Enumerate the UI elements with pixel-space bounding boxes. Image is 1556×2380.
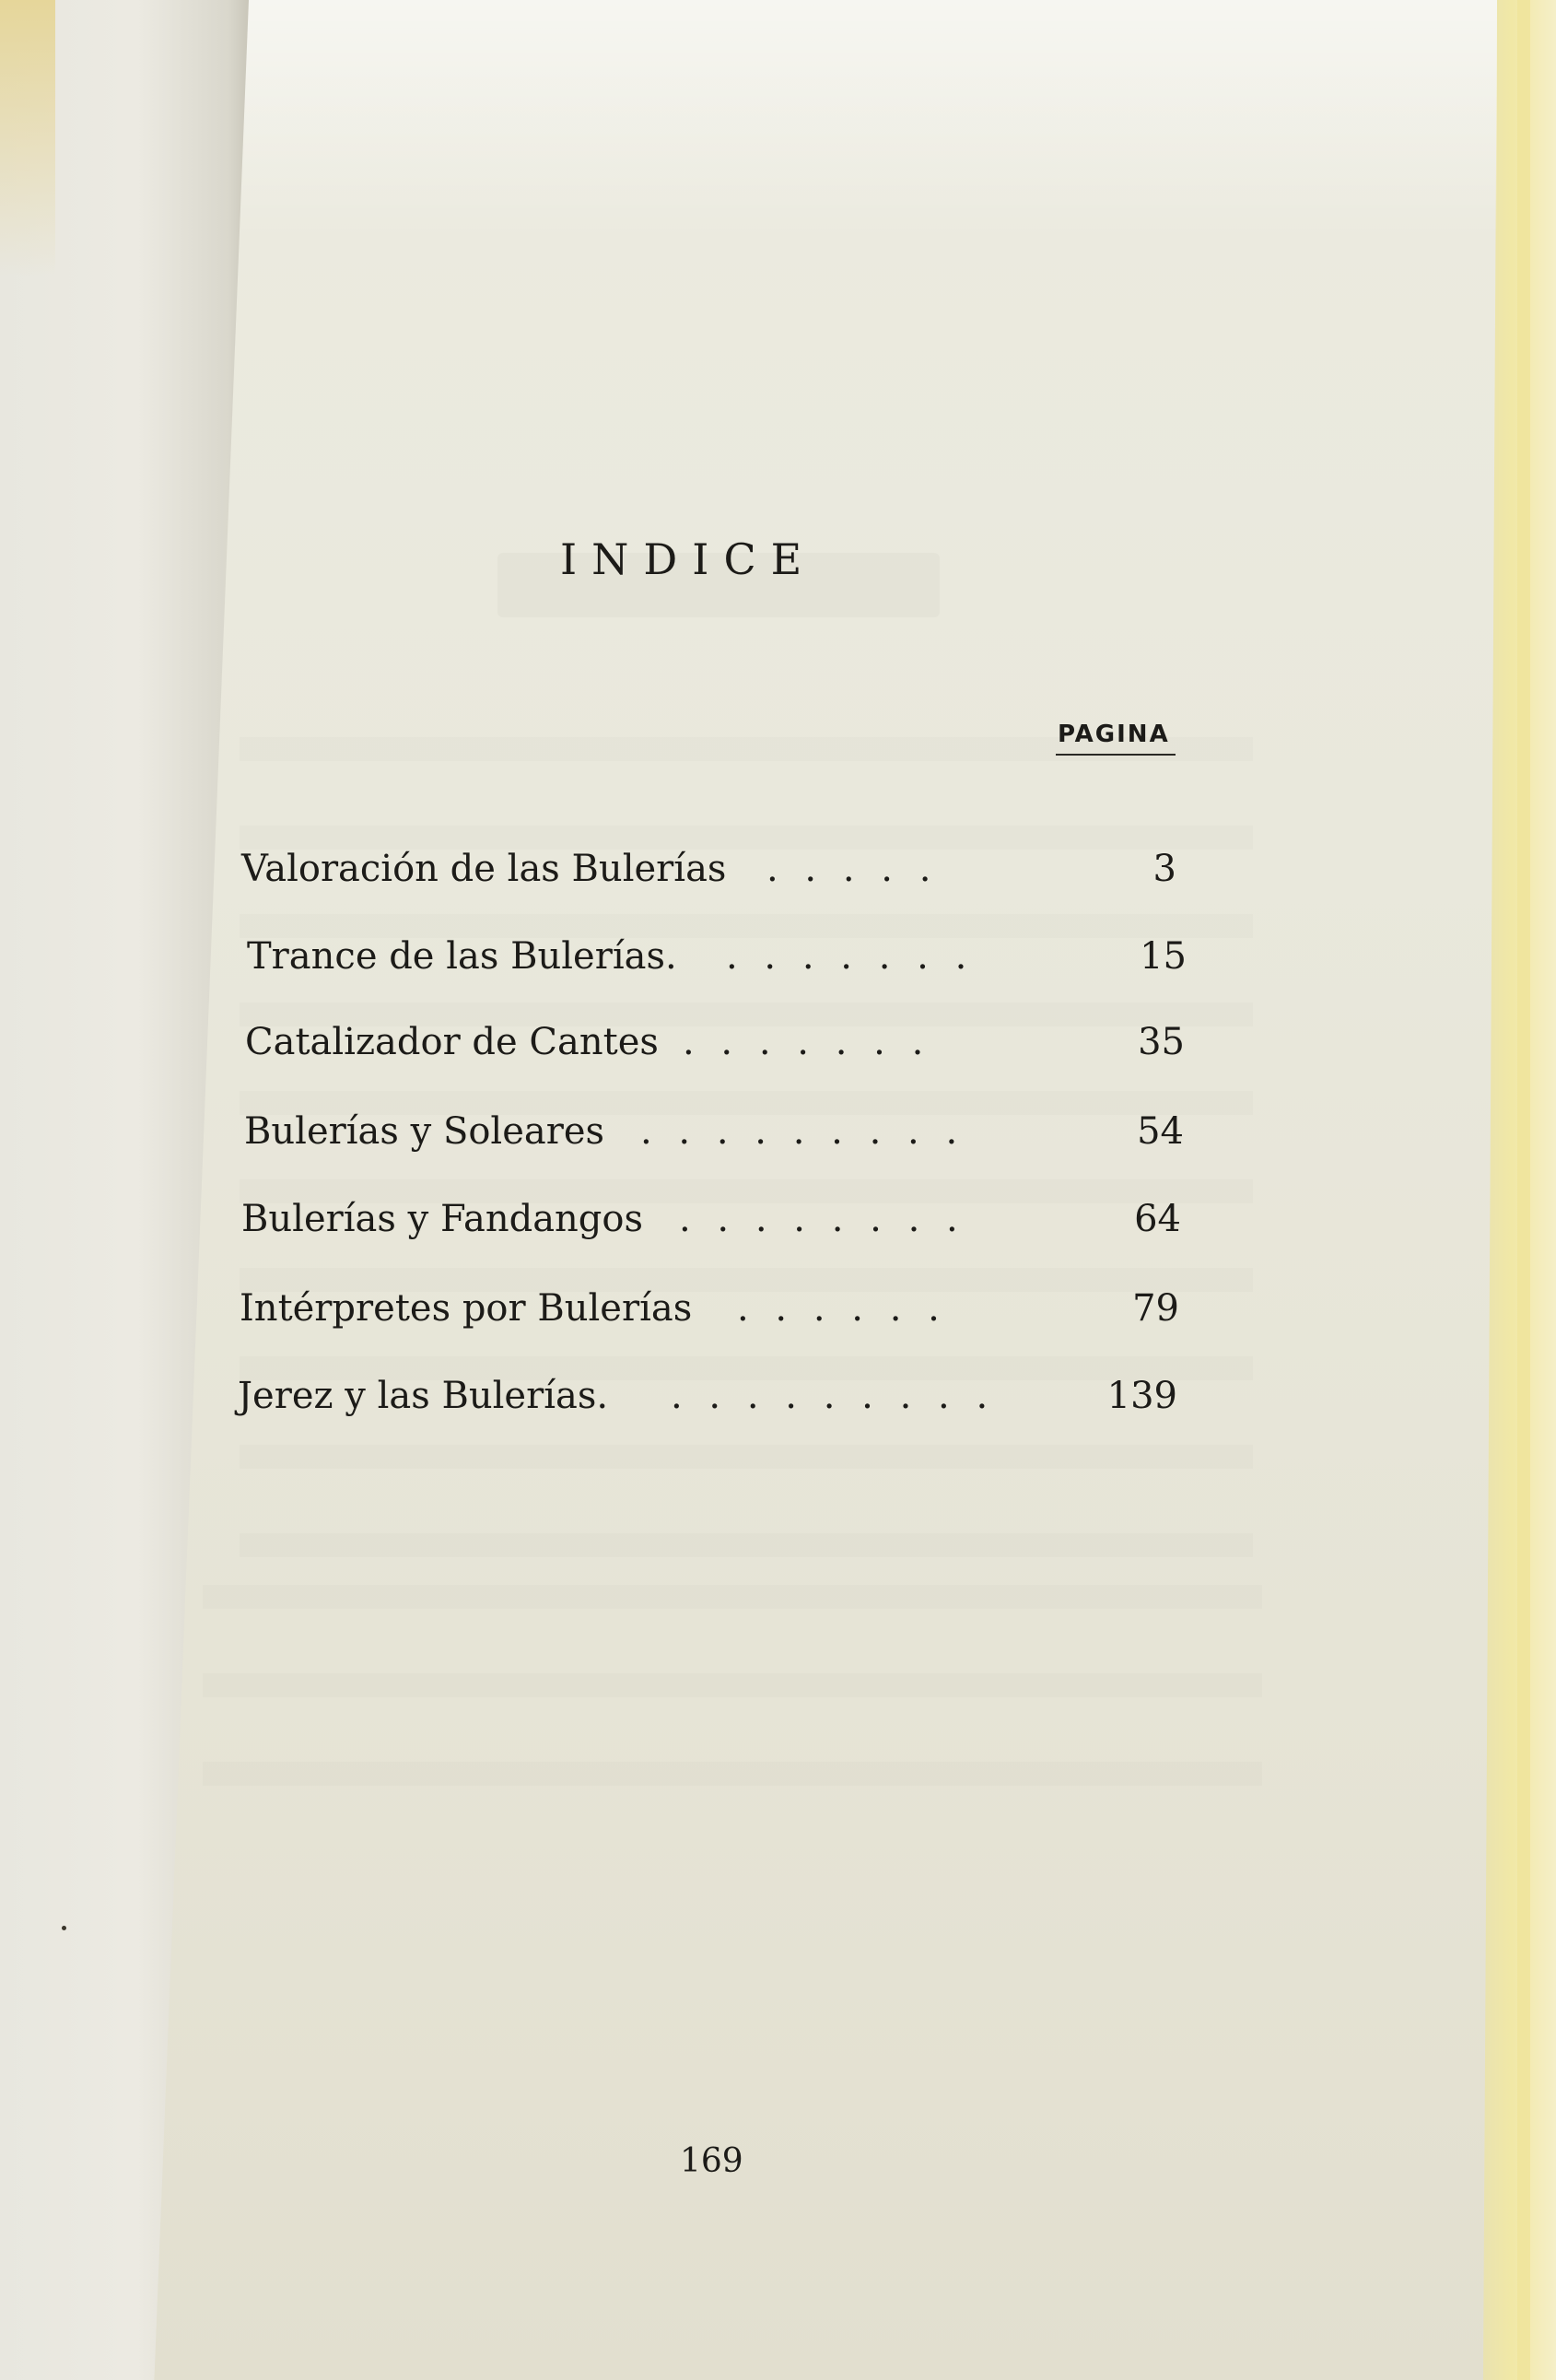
toc-entry-title: Trance de las Bulerías. [247, 935, 677, 978]
toc-entry-page: 79 [1132, 1287, 1179, 1330]
page-number: 169 [680, 2142, 743, 2180]
toc-entry [241, 1198, 1181, 1253]
toc-entry-page: 64 [1134, 1198, 1181, 1240]
page-column-header: PAGINA [1058, 721, 1170, 748]
toc-entry-title: Jerez y las Bulerías. [238, 1375, 609, 1417]
book-cover-edge-highlight [1517, 0, 1530, 2380]
toc-leader-dots: . . . . . . . . . [671, 1375, 996, 1417]
toc-entry [247, 935, 1187, 991]
toc-entry-title: Valoración de las Bulerías [241, 848, 727, 890]
toc-entry-page: 15 [1140, 935, 1187, 978]
toc-leader-dots: . . . . . [766, 848, 939, 890]
toc-entry-page: 35 [1138, 1021, 1185, 1063]
toc-entry-title: Bulerías y Soleares [244, 1110, 605, 1153]
show-through-shadow [203, 1585, 1262, 1824]
toc-leader-dots: . . . . . . . [683, 1021, 931, 1063]
toc-entry [240, 1287, 1179, 1342]
toc-entry [245, 1021, 1185, 1076]
toc-entry [238, 1375, 1177, 1430]
left-page-fold [0, 0, 55, 276]
toc-entry-page: 3 [1152, 848, 1176, 890]
toc-entry-page: 139 [1106, 1375, 1177, 1417]
toc-leader-dots: . . . . . . [737, 1287, 947, 1330]
page-light-shade [111, 0, 1497, 240]
toc-entry-title: Intérpretes por Bulerías [240, 1287, 693, 1330]
toc-leader-dots: . . . . . . . . [679, 1198, 965, 1240]
column-header-underline [1056, 754, 1176, 756]
paper-speck [62, 1926, 66, 1930]
toc-entry-title: Bulerías y Fandangos [241, 1198, 644, 1240]
toc-leader-dots: . . . . . . . . . [640, 1110, 965, 1153]
toc-entry [241, 848, 1181, 903]
toc-entry-page: 54 [1137, 1110, 1184, 1153]
page-title: INDICE [560, 534, 817, 584]
toc-entry-title: Catalizador de Cantes [245, 1021, 659, 1063]
toc-entry [244, 1110, 1184, 1166]
toc-leader-dots: . . . . . . . [726, 935, 975, 978]
